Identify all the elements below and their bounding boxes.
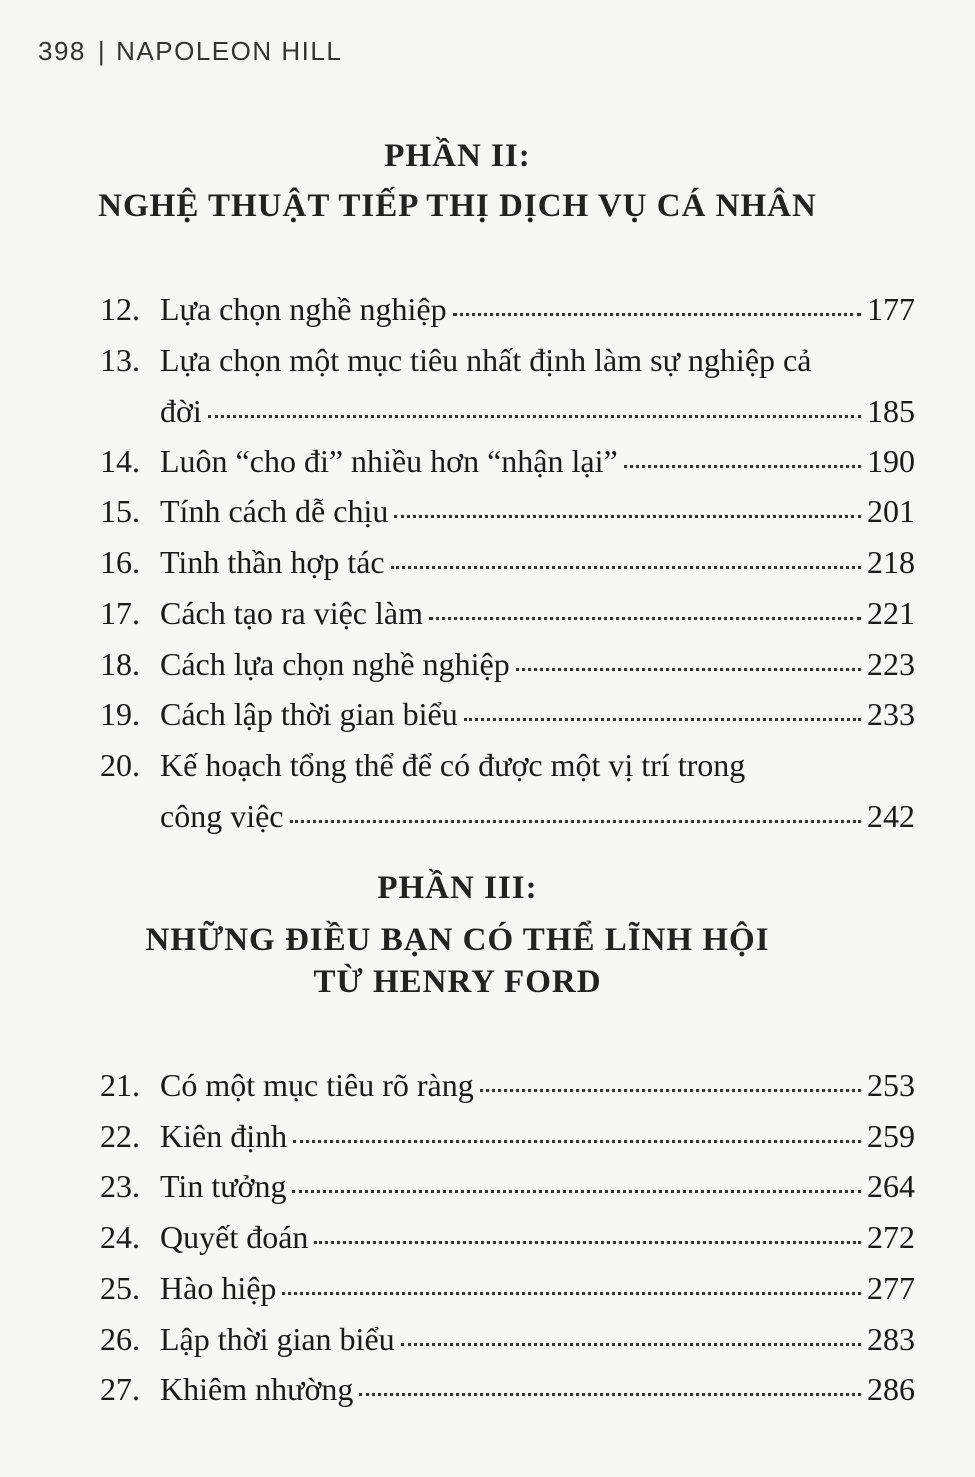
toc-entry-page: 190 (867, 442, 915, 479)
toc-entry-page: 233 (867, 696, 915, 733)
toc-entry-number: 19. (100, 696, 140, 733)
dot-leader (624, 461, 861, 468)
dot-leader (208, 411, 861, 418)
part2-title-line1: PHẦN II: (384, 138, 531, 174)
toc-entry-line (100, 436, 915, 487)
toc-entry-page: 277 (867, 1269, 915, 1306)
toc-entry-line (100, 537, 915, 588)
toc-entry-title: Quyết đoán (160, 1219, 309, 1256)
toc-entry-page: 286 (867, 1371, 915, 1408)
toc-entry[interactable] (100, 639, 915, 690)
running-header (38, 36, 342, 67)
toc-entry-number: 21. (100, 1067, 140, 1103)
dot-leader (394, 511, 861, 518)
part3-title-line1: PHẦN III: (377, 870, 538, 906)
toc-entry[interactable] (100, 689, 915, 740)
dot-leader (453, 309, 861, 316)
toc-entry-number: 27. (100, 1371, 140, 1408)
dot-leader (290, 816, 862, 823)
dot-leader (464, 714, 861, 721)
header-separator: | (97, 36, 107, 66)
toc-entry-title: Cách lựa chọn nghề nghiệp (160, 645, 510, 682)
part3-title-line2: NHỮNG ĐIỀU BẠN CÓ THỂ LĨNH HỘI (145, 922, 770, 958)
toc-entry-line (100, 791, 915, 842)
toc-entry-line (100, 689, 915, 740)
toc-entry[interactable] (100, 486, 915, 537)
toc-entry-page: 221 (867, 594, 915, 631)
toc-entry[interactable] (100, 1263, 915, 1314)
toc-entry-title: Cách lập thời gian biểu (160, 696, 458, 733)
toc-entry-line (100, 335, 915, 386)
dot-leader (282, 1288, 861, 1295)
dot-leader (391, 562, 861, 569)
toc-entry-title: Có một mục tiêu rõ ràng (160, 1067, 474, 1103)
toc-entry-line (100, 1314, 915, 1365)
toc-entry-line (100, 1060, 915, 1111)
toc-entry[interactable] (100, 537, 915, 588)
toc-entry-title: Lập thời gian biểu (160, 1320, 395, 1357)
toc-entry-line (100, 1161, 915, 1212)
toc-entry-title-continued: đời (160, 392, 202, 429)
toc-entry-page: 242 (867, 797, 915, 834)
toc-entry-page: 177 (867, 291, 915, 327)
toc-entry-title: Cách tạo ra việc làm (160, 594, 423, 631)
toc-entry-title: Luôn “cho đi” nhiều hơn “nhận lại” (160, 442, 618, 479)
toc-entry[interactable] (100, 335, 915, 437)
toc-entry-line (100, 1212, 915, 1263)
toc-entry-title: Hào hiệp (160, 1269, 277, 1306)
toc-entry-number: 22. (100, 1117, 140, 1154)
toc-entry-page: 283 (867, 1320, 915, 1357)
toc-entry-page: 223 (867, 645, 915, 682)
toc-entry-number: 17. (100, 594, 140, 631)
toc-entry[interactable] (100, 1212, 915, 1263)
toc-entry[interactable] (100, 1314, 915, 1365)
toc-entry-title: Tính cách dễ chịu (160, 493, 389, 530)
toc-entry-title: Tin tưởng (160, 1168, 287, 1205)
dot-leader (314, 1237, 861, 1244)
toc-entry-line (100, 1111, 915, 1162)
toc-entry[interactable] (100, 740, 915, 842)
toc-entry-number: 18. (100, 645, 140, 682)
toc-entry-number: 26. (100, 1320, 140, 1357)
toc-entry-number: 25. (100, 1269, 140, 1306)
toc-entry-line (100, 486, 915, 537)
dot-leader (359, 1389, 861, 1396)
toc-entry-number: 24. (100, 1219, 140, 1256)
toc-entry-number: 15. (100, 493, 140, 530)
toc-entry-title: Khiêm nhường (160, 1371, 354, 1408)
author-name: NAPOLEON HILL (116, 36, 343, 66)
toc-entry[interactable] (100, 1111, 915, 1162)
toc-entry-number: 16. (100, 544, 140, 581)
toc-entry[interactable] (100, 1161, 915, 1212)
toc-entry-line (100, 740, 915, 791)
dot-leader (480, 1085, 861, 1092)
part2-title-line2: NGHỆ THUẬT TIẾP THỊ DỊCH VỤ CÁ NHÂN (98, 188, 817, 224)
dot-leader (429, 613, 861, 620)
dot-leader (516, 664, 861, 671)
toc-entry[interactable] (100, 1364, 915, 1415)
toc-entry-line (100, 1263, 915, 1314)
toc-entry-page: 264 (867, 1168, 915, 1205)
toc-entry-number: 13. (100, 341, 140, 378)
toc-entry-page: 253 (867, 1067, 915, 1103)
toc-entry-line (100, 284, 915, 335)
toc-entry[interactable] (100, 1060, 915, 1111)
toc-entry[interactable] (100, 436, 915, 487)
toc-entry-title-continued: công việc (160, 797, 284, 834)
toc-entry-title: Tinh thần hợp tác (160, 544, 385, 581)
toc-entry-title: Kiên định (160, 1117, 288, 1154)
toc-entry-page: 201 (867, 493, 915, 530)
toc-entry-number: 23. (100, 1168, 140, 1205)
toc-entry[interactable] (100, 588, 915, 639)
toc-entry-page: 185 (867, 392, 915, 429)
toc-entry[interactable] (100, 284, 915, 335)
dot-leader (401, 1339, 861, 1346)
toc-entry-line (100, 1364, 915, 1415)
toc-entry-number: 12. (100, 291, 140, 327)
toc-entry-number: 14. (100, 442, 140, 479)
part3-title-line3: TỪ HENRY FORD (313, 964, 602, 1000)
toc-entry-title: Lựa chọn một mục tiêu nhất định làm sự nghiệp cả (160, 341, 812, 378)
toc-entry-page: 272 (867, 1219, 915, 1256)
toc-entry-line (100, 639, 915, 690)
dot-leader (292, 1186, 861, 1193)
toc-entry-page: 218 (867, 544, 915, 581)
toc-entry-line (100, 588, 915, 639)
toc-entry-line (100, 386, 915, 437)
toc-entry-title: Kế hoạch tổng thể để có được một vị trí trong (160, 746, 746, 783)
dot-leader (293, 1136, 861, 1143)
toc-entry-title: Lựa chọn nghề nghiệp (160, 291, 447, 327)
page-number: 398 (38, 36, 86, 66)
toc-entry-number: 20. (100, 746, 140, 783)
toc-entry-page: 259 (867, 1117, 915, 1154)
